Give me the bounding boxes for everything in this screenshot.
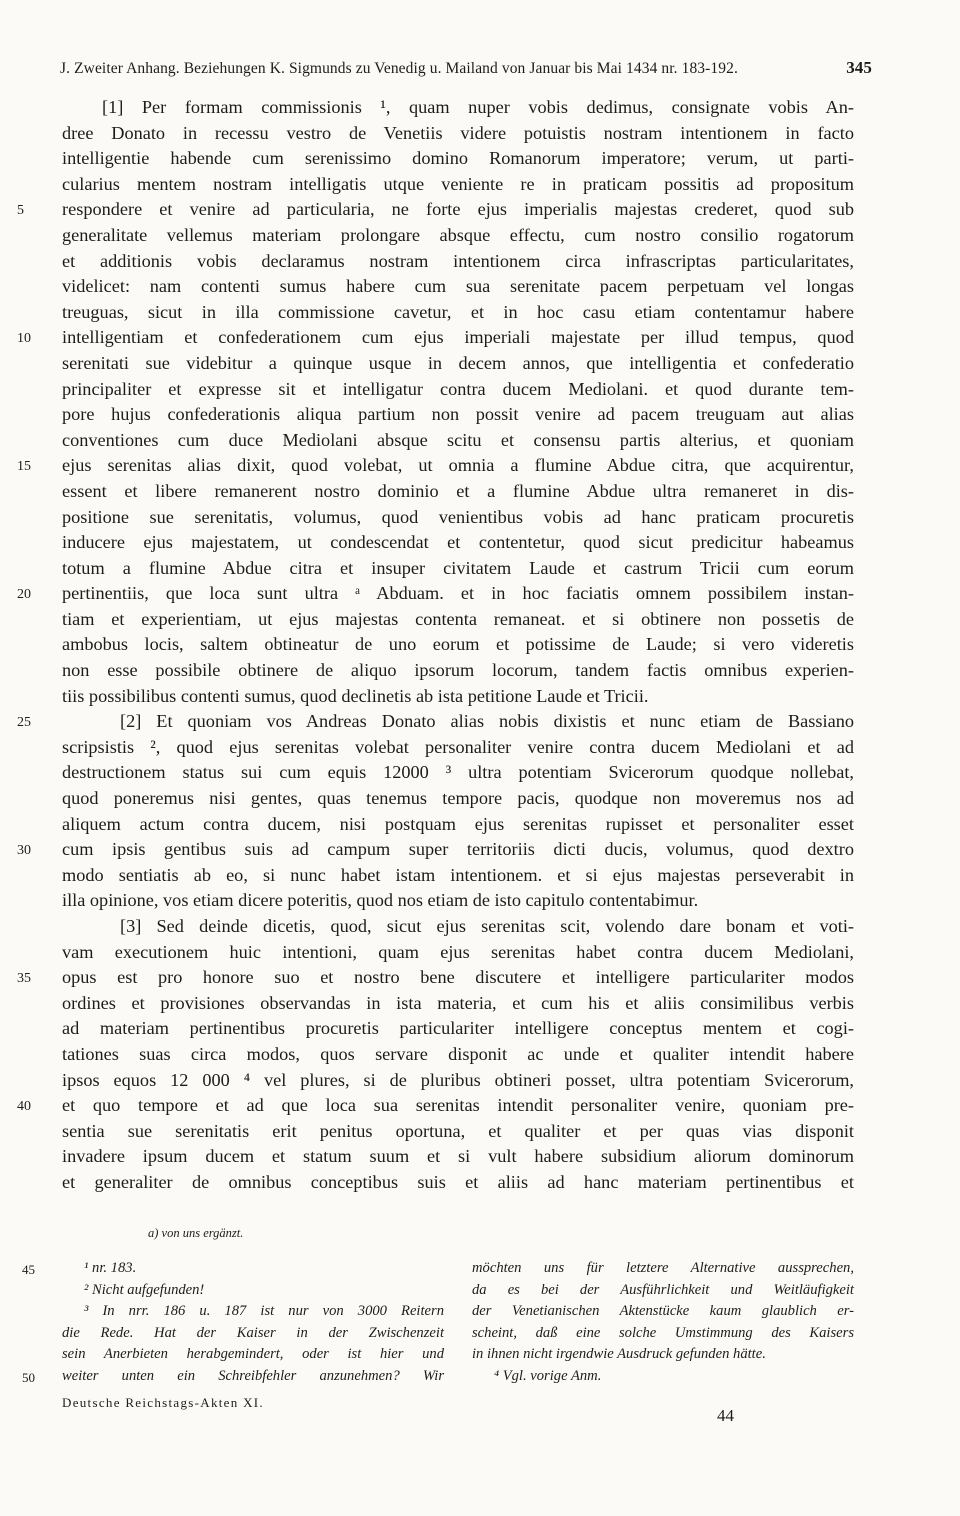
line-text: cularius mentem nostram intelligatis utque veniente re in praticam possitis ad propositum	[62, 173, 854, 194]
line-text: dree Donato in recessu vestro de Venetiis videre potuistis nostram intentionem in facto	[62, 122, 854, 143]
line-text: tiis possibilibus contenti sumus, quod declinetis ab ista petitione Laude et Tricii.	[62, 685, 649, 706]
text-line	[62, 530, 854, 556]
line-text: destructionem status sui cum equis 12000 ³ ultra potentiam Svicerorum quodque nollebat,	[62, 762, 854, 783]
footnote-line	[472, 1344, 854, 1366]
text-line	[62, 812, 854, 838]
text-line	[62, 300, 854, 326]
footnote-line	[472, 1280, 854, 1302]
line-text: opus est pro honore suo et nostro bene discutere et intelligere particulariter modos	[62, 967, 854, 988]
footnote-line	[62, 1323, 444, 1345]
footnote-line	[472, 1301, 854, 1323]
footnote-line	[22, 1366, 444, 1388]
text-line	[62, 172, 854, 198]
line-text: intelligentie habende cum serenissimo domino Romanorum imperatore; verum, ut parti-	[62, 148, 854, 169]
text-line	[62, 121, 854, 147]
footnote-text: ² Nicht aufgefunden!	[84, 1281, 205, 1298]
line-text: pore hujus confederationis aliqua partium non possit venire ad pacem treuguam aut alias	[62, 404, 854, 425]
line-text: aliquem actum contra ducem, nisi postquam ejus serenitas rupisset et personaliter esset	[62, 813, 854, 834]
series-title: Deutsche Reichstags-Akten XI.	[62, 1395, 264, 1410]
page-number: 345	[846, 58, 872, 77]
text-line	[62, 479, 854, 505]
text-line	[62, 146, 854, 172]
line-text: cum ipsis gentibus suis ad campum super territoriis dicti ducis, volumus, quod dextro	[62, 839, 854, 860]
footnotes	[22, 1258, 854, 1387]
main-text	[17, 95, 854, 1196]
text-line	[62, 351, 854, 377]
footnote-text: möchten uns für letztere Alternative aussprechen,	[472, 1260, 854, 1276]
footnotes-left-column	[22, 1258, 444, 1387]
text-line	[62, 95, 854, 121]
line-text: positione sue serenitatis, volumus, quod venientibus vobis ad hanc praticam procuretis	[62, 506, 854, 527]
line-number: 40	[17, 1099, 31, 1115]
text-line	[62, 505, 854, 531]
text-line	[62, 377, 854, 403]
line-text: principaliter et expresse sit et intelligatur contra ducem Mediolani. et quod durante tem-	[62, 378, 854, 399]
footnote-text: sein Anerbieten herabgemindert, oder ist hier und	[62, 1346, 444, 1362]
text-line	[62, 914, 854, 940]
line-text: totum a flumine Abdue citra et insuper civitatem Laude et castrum Tricii cum eorum	[62, 557, 854, 578]
footnote-text: in ihnen nicht irgendwie Ausdruck gefunden hätte.	[472, 1346, 766, 1362]
line-text: videlicet: nam contenti sumus habere cum sua serenitate pacem perpetuam vel longas	[62, 276, 854, 297]
running-title: J. Zweiter Anhang. Beziehungen K. Sigmunds zu Venedig u. Mailand von Januar bis Mai 1434 nr. 183-192.	[60, 60, 738, 77]
line-text: [2] Et quoniam vos Andreas Donato alias nobis dixistis et nunc etiam de Bassiano	[120, 711, 854, 732]
line-number: 20	[17, 587, 31, 603]
line-text: intelligentiam et confederationem cum ejus imperiali majestate per illud tempus, quod	[62, 327, 854, 348]
line-text: et generaliter de omnibus conceptibus suis et aliis ad hanc materiam pertinentibus et	[62, 1171, 854, 1192]
line-number: 25	[17, 715, 31, 731]
line-text: tiam et experientiam, ut ejus majestas contenta remaneat. et si obtinere non possetis de	[62, 608, 854, 629]
line-text: ejus serenitas alias dixit, quod volebat, ut omnia a flumine Abdue citra, que acquirentur,	[62, 455, 854, 476]
running-header	[60, 58, 872, 78]
line-text: inducere ejus majestatem, ut condescendat et contentetur, quod sicut predicitur habeamus	[62, 532, 854, 553]
text-line	[17, 197, 854, 223]
footnote-line	[22, 1258, 444, 1280]
line-text: quod poneremus nisi gentes, quas tenemus tempore pacis, quodque non moveremus nos ad	[62, 788, 854, 809]
signature-mark: 44	[717, 1406, 734, 1425]
line-text: modo sentiatis ab eo, si nunc habet istam intentionem. et si ejus majestas perseverabit in	[62, 864, 854, 885]
footnote-text: ⁴ Vgl. vorige Anm.	[494, 1367, 602, 1384]
footnote-text: scheint, daß eine solche Umstimmung des Kaisers	[472, 1324, 854, 1341]
line-number: 50	[22, 1369, 35, 1385]
text-line	[17, 1093, 854, 1119]
text-line	[62, 1170, 854, 1196]
line-text: pertinentiis, que loca sunt ultra ᵃ Abduam. et in hoc faciatis omnem possibilem instan-	[62, 583, 854, 604]
text-line	[17, 965, 854, 991]
text-line	[62, 223, 854, 249]
text-line	[62, 863, 854, 889]
footnote-text: der Venetianischen Aktenstücke kaum glaublich er-	[472, 1303, 854, 1319]
line-text: essent et libere remanerent nostro dominio et a flumine Abdue ultra remaneret in dis-	[62, 480, 854, 501]
footnote-line	[62, 1301, 444, 1323]
line-text: [1] Per formam commissionis ¹, quam nuper vobis dedimus, consignate vobis An-	[102, 97, 854, 117]
line-text: conventiones cum duce Mediolani absque scitu et consensu partis alterius, et quoniam	[62, 429, 854, 450]
footnote-text: ¹ nr. 183.	[84, 1260, 137, 1276]
line-text: ordines et provisiones observandas in ista materia, et cum his et aliis consimilibus verbis	[62, 992, 854, 1013]
text-line	[62, 940, 854, 966]
text-line	[62, 684, 854, 710]
text-line	[62, 786, 854, 812]
line-text: scripsistis ², quod ejus serenitas volebat personaliter venire contra ducem Mediolani et ad	[62, 736, 854, 757]
text-line	[62, 658, 854, 684]
text-line	[62, 249, 854, 275]
footnotes-right-column	[472, 1258, 854, 1387]
line-text: non esse possibile obtinere de aliquo ipsorum locorum, tandem factis omnibus experien-	[62, 660, 854, 681]
line-text: ad materiam pertinentibus procuretis particulariter intelligere conceptus mentem et cogi-	[62, 1018, 854, 1039]
line-text: serenitati sue videbitur a quinque usque in decem annos, que intelligentia et confederatio	[62, 352, 854, 373]
text-line	[62, 991, 854, 1017]
footnote-line	[62, 1344, 444, 1366]
text-line	[17, 325, 854, 351]
text-line	[62, 632, 854, 658]
text-line	[17, 837, 854, 863]
line-number: 10	[17, 331, 31, 347]
page-footer	[62, 1392, 854, 1425]
line-number: 30	[17, 843, 31, 859]
footnote-line	[472, 1323, 854, 1345]
line-number: 35	[17, 971, 31, 987]
line-text: vam executionem huic intentioni, quam ejus serenitas habet contra ducem Mediolani,	[62, 941, 854, 962]
line-text: et additionis vobis declaramus nostram intentionem circa infrascriptas particularitates,	[62, 250, 854, 271]
line-text: sentia sue serenitatis erit penitus oportuna, et qualiter et per quas vias disponit	[62, 1120, 854, 1141]
footnote-line	[472, 1366, 854, 1388]
text-line	[17, 581, 854, 607]
line-text: et quo tempore et ad que loca sua serenitas intendit personaliter venire, quoniam pre-	[62, 1095, 854, 1116]
line-number: 5	[17, 203, 24, 219]
text-line	[17, 453, 854, 479]
line-text: [3] Sed deinde dicetis, quod, sicut ejus serenitas scit, volendo dare bonam et voti-	[120, 916, 854, 936]
text-line	[62, 607, 854, 633]
line-text: tationes suas circa modos, quos servare disponit ac unde et qualiter intendit habere	[62, 1043, 854, 1064]
text-line	[62, 1068, 854, 1094]
text-line	[17, 709, 854, 735]
text-note: a) von uns ergänzt.	[148, 1226, 244, 1240]
text-line	[62, 1144, 854, 1170]
text-line	[62, 1119, 854, 1145]
footnote-text: da es bei der Ausführlichkeit und Weitläufigkeit	[472, 1281, 854, 1298]
footnote-text: weiter unten ein Schreibfehler anzunehmen? Wir	[62, 1367, 444, 1384]
footnote-text: ³ In nrr. 186 u. 187 ist nur von 3000 Reitern	[84, 1303, 444, 1319]
line-text: generalitate vellemus materiam prolongare absque effectu, cum nostro consilio rogatorum	[62, 224, 854, 245]
line-text: illa opinione, vos etiam dicere poteritis, quod nos etiam de isto capitulo contentabimur.	[62, 890, 699, 911]
line-text: respondere et venire ad particularia, ne forte ejus imperialis majestas crederet, quod sub	[62, 199, 854, 220]
text-line	[62, 428, 854, 454]
line-text: invadere ipsum ducem et statum suum et si vult habere subsidium aliorum dominorum	[62, 1146, 854, 1167]
footnote-line	[62, 1280, 444, 1302]
text-line	[62, 888, 854, 914]
text-line	[62, 1016, 854, 1042]
text-line	[62, 735, 854, 761]
text-line	[62, 760, 854, 786]
line-text: treuguas, sicut in illa commissione cavetur, et in hoc casu etiam contentamur habere	[62, 301, 854, 322]
text-line	[62, 556, 854, 582]
footnote-text: die Rede. Hat der Kaiser in der Zwischenzeit	[62, 1324, 444, 1341]
footnote-line	[472, 1258, 854, 1280]
line-number: 45	[22, 1262, 35, 1277]
line-text: ambobus locis, saltem obtineatur de uno eorum et potissime de Laude; si vero videretis	[62, 634, 854, 655]
text-line	[62, 402, 854, 428]
line-text: ipsos equos 12 000 ⁴ vel plures, si de pluribus obtineri posset, ultra potentiam Svicerorum,	[62, 1069, 854, 1090]
line-number: 15	[17, 459, 31, 475]
text-line	[62, 274, 854, 300]
text-line	[62, 1042, 854, 1068]
